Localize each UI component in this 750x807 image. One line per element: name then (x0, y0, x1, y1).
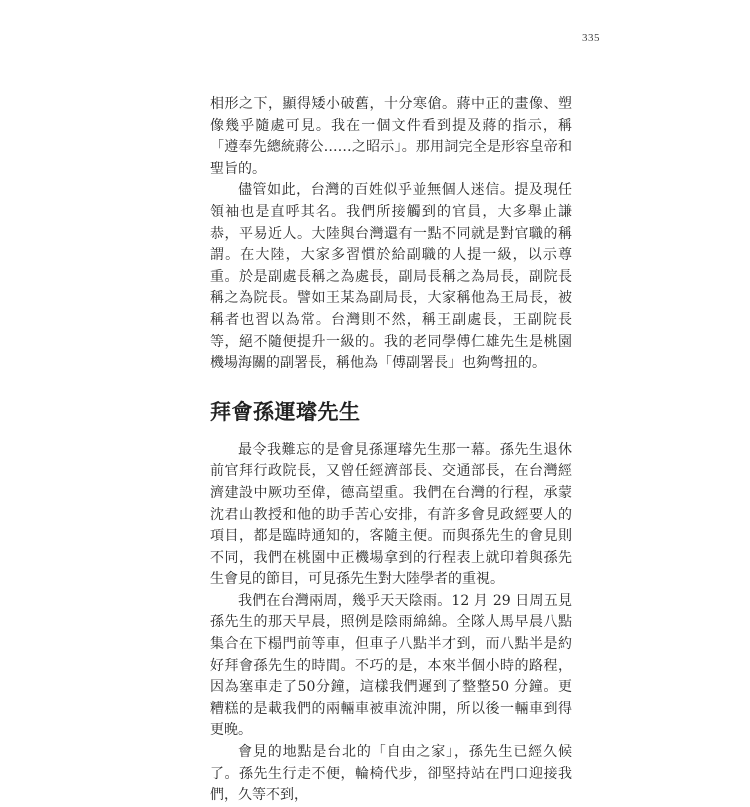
paragraph-2: 儘管如此，台灣的百姓似乎並無個人迷信。提及現任領袖也是直呼其名。我們所接觸到的官員，大多舉止謙恭，平易近人。大陸與台灣還有一點不同就是對官職的稱謂。在大陸，大家多習慣於給副職的人提一級，以示尊重。於是副處長稱之為處長，副局長稱之為局長，副院長稱之為院長。譬如王某為副局長，大家稱他為王局長，被稱者也習以為常。台灣則不然，稱王副處長，王副院長等，絕不隨便提升一級的。我的老同學傅仁雄先生是桃園機場海關的副署長，稱他為「傅副署長」也夠彆扭的。 (210, 182, 572, 372)
section-heading: 拜會孫運璿先生 (210, 399, 361, 424)
page-number: 335 (582, 32, 600, 44)
paragraph-5: 會見的地點是台北的「自由之家」，孫先生已經久候了。孫先生行走不便，輪椅代步，卻堅持站在門口迎接我們，久等不到， (210, 744, 572, 804)
paragraph-3: 最令我難忘的是會見孫運璿先生那一幕。孫先生退休前官拜行政院長，又曾任經濟部長、交通部長，在台灣經濟建設中厥功至偉，德高望重。我們在台灣的行程，承蒙沈君山教授和他的助手苦心安排，有許多會見政經要人的項目，都是臨時通知的，客隨主便。而與孫先生的會見則不同，我們在桃園中正機場拿到的行程表上就印着與孫先生會見的節目，可見孫先生對大陸學者的重視。 (210, 441, 572, 588)
paragraph-1: 相形之下，顯得矮小破舊，十分寒傖。蔣中正的畫像、塑像幾乎隨處可見。我在一個文件看到提及蔣的指示，稱「遵奉先總統蔣公……之昭示」。那用詞完全是形容皇帝和聖旨的。 (210, 96, 572, 177)
paragraph-4: 我們在台灣兩周，幾乎天天陰雨。12 月 29 日周五見孫先生的那天早晨，照例是陰雨綿綿。全隊人馬早晨八點集合在下榻門前等車，但車子八點半才到，而八點半是約好拜會孫先生的時間。不巧的是，本來半個小時的路程，因為塞車走了50分鐘，這樣我們遲到了整整50 分鐘。更糟糕的是載我們的兩輛車被車流沖開，所以後一輛車到得更晚。 (210, 592, 572, 739)
page-body (210, 94, 572, 807)
